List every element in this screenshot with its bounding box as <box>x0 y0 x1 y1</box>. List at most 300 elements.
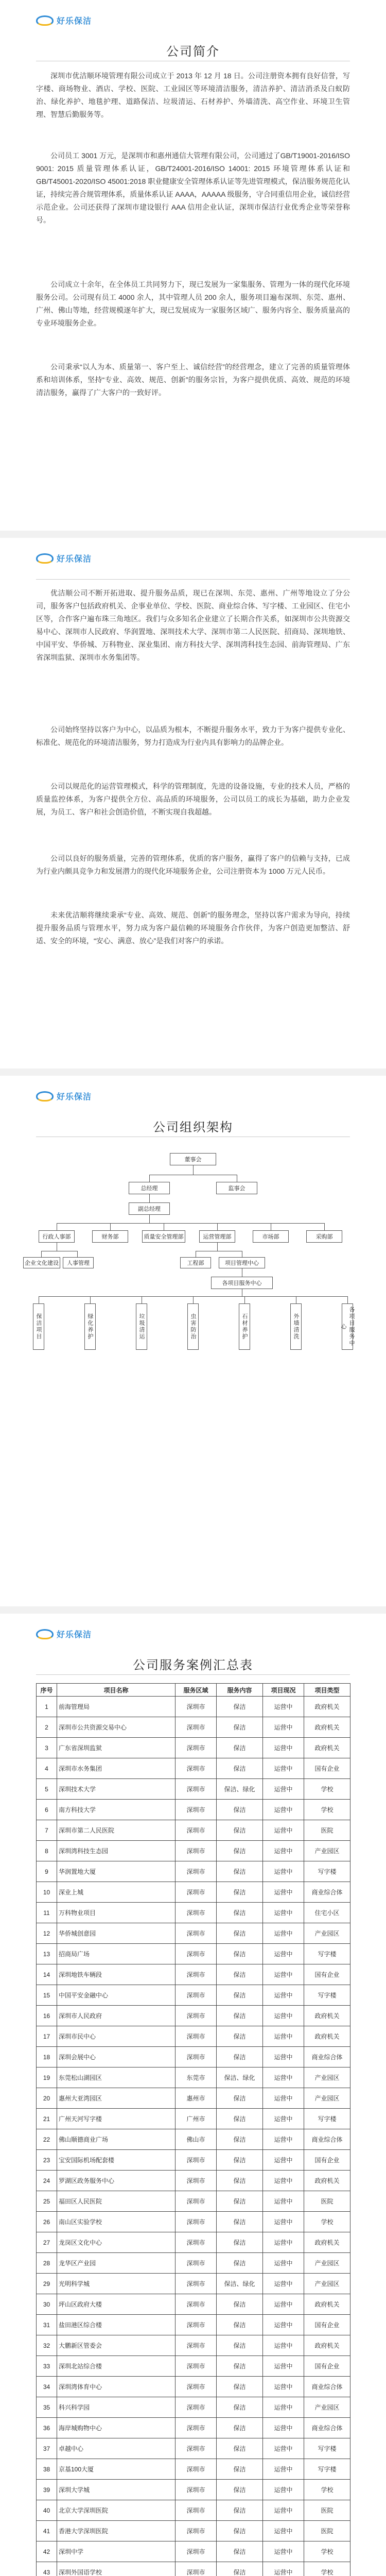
cell-status: 运营中 <box>263 2109 304 2129</box>
cell-status: 运营中 <box>263 2026 304 2047</box>
table-row <box>37 2212 350 2232</box>
cell-status: 运营中 <box>263 2315 304 2335</box>
cell-name: 南山区实验学校 <box>57 2212 176 2232</box>
intro2-paragraph-4: 公司以良好的服务质量，完善的管理体系，优质的客户服务，赢得了客户的信赖与支持，已成为行业内颇具竞争力和发展潜力的现代化环境服务企业，公司注册资本为 1000 万元人民币。 <box>36 854 350 875</box>
cell-name: 深圳湾科技生态园 <box>57 1841 176 1861</box>
cases-page <box>0 1614 386 2576</box>
cell-type: 国有企业 <box>304 2315 350 2335</box>
cell-status: 运营中 <box>263 2500 304 2521</box>
cell-status: 运营中 <box>263 1800 304 1820</box>
table-row <box>37 2418 350 2438</box>
cell-name: 深圳中学 <box>57 2541 176 2562</box>
intro-paragraph-2: 公司员工 3001 万元，是深圳市和惠州通信大管理有限公司，公司通过了GB/T19001-2016/ISO 9001: 2015 质量管理体系认证，GB/T24001-2016/ISO 14001: 2015 环境管理体系认证和 GB/T45001-2020/ISO 45001:2018 职业健康安全管理体系认证等先进管理模式，保洁服务规范化认证，持续完善合规管理体系，质量体系认证 AAAA，AAAAA 级服务，守合同重信用企业，诚信经营示范企业。公司还获得了深圳市建设银行 AAA 信用企业认证，深圳市保洁行业优秀企业等荣誉称号。 <box>36 151 350 224</box>
cell-name: 深圳湾体育中心 <box>57 2377 176 2397</box>
cell-status: 运营中 <box>263 2088 304 2109</box>
org-dept-operations: 运营管理部 <box>199 1230 235 1243</box>
cell-content: 保洁 <box>217 1944 263 1964</box>
org-project-stone: 石材养护 <box>239 1303 250 1350</box>
cell-name: 前海管理局 <box>57 1697 176 1717</box>
table-row <box>37 2088 350 2109</box>
cell-index: 22 <box>37 2129 57 2150</box>
cell-status: 运营中 <box>263 1861 304 1882</box>
org-project-service-center: 各项目服务中心 <box>211 1277 273 1289</box>
cell-name: 华侨城创意园 <box>57 1923 176 1944</box>
cell-type: 政府机关 <box>304 2294 350 2315</box>
cell-type: 写字楼 <box>304 2109 350 2129</box>
org-project-greening: 绿化养护 <box>84 1303 96 1350</box>
cell-content: 保洁 <box>217 2150 263 2171</box>
logo-icon <box>36 553 54 564</box>
cell-status: 运营中 <box>263 2521 304 2541</box>
cell-region: 深圳市 <box>176 1923 217 1944</box>
cell-index: 19 <box>37 2067 57 2088</box>
cell-type: 医院 <box>304 2500 350 2521</box>
cell-name: 宝安国际机场配套楼 <box>57 2150 176 2171</box>
cell-status: 运营中 <box>263 2067 304 2088</box>
cell-name: 海岸城购物中心 <box>57 2418 176 2438</box>
cell-index: 5 <box>37 1779 57 1800</box>
cell-index: 20 <box>37 2088 57 2109</box>
table-row <box>37 1800 350 1820</box>
cell-name: 深圳北站综合楼 <box>57 2356 176 2377</box>
cell-status: 运营中 <box>263 1985 304 2006</box>
cell-type: 国有企业 <box>304 2150 350 2171</box>
table-row <box>37 1964 350 1985</box>
table-row <box>37 1758 350 1779</box>
org-sub-culture: 企业文化建设 <box>23 1257 60 1268</box>
table-row <box>37 2459 350 2480</box>
cell-index: 3 <box>37 1738 57 1758</box>
cell-name: 佛山顺德商业广场 <box>57 2129 176 2150</box>
cell-region: 深圳市 <box>176 1717 217 1738</box>
cell-status: 运营中 <box>263 1882 304 1903</box>
cell-name: 大鹏新区管委会 <box>57 2335 176 2356</box>
cell-content: 保洁 <box>217 2191 263 2212</box>
cell-region: 深圳市 <box>176 2459 217 2480</box>
cell-type: 学校 <box>304 2562 350 2576</box>
cell-content: 保洁、绿化 <box>217 2274 263 2294</box>
org-node-deputy-gm: 副总经理 <box>129 1202 170 1215</box>
cell-status: 运营中 <box>263 2562 304 2576</box>
cell-name: 卓越中心 <box>57 2438 176 2459</box>
cell-index: 36 <box>37 2418 57 2438</box>
org-node-supervisory-board: 监事会 <box>216 1182 257 1194</box>
cell-status: 运营中 <box>263 1779 304 1800</box>
cell-name: 龙岗区文化中心 <box>57 2232 176 2253</box>
cell-type: 产业园区 <box>304 1841 350 1861</box>
cell-name: 罗湖区政务服务中心 <box>57 2171 176 2191</box>
cell-index: 40 <box>37 2500 57 2521</box>
table-row <box>37 2150 350 2171</box>
intro2-paragraph-1: 优洁顺公司不断开拓进取、提升服务品质，现已在深圳、东莞、惠州、广州等地设立了分公司，服务客户包括政府机关、企事业单位、学校、医院、商业综合体、写字楼、工业园区、住宅小区等，合作客户遍布珠三角地区。我们与众多知名企业建立了长期合作关系，如深圳市公共资源交易中心、深圳市人民政府、华润置地、深圳技术大学、深圳市第二人民医院、招商局、深圳地铁、中国平安、华侨城、万科物业、深业集团、南方科技大学、深圳湾科技生态园、前海管理局、广东省深圳监狱、深圳市水务集团等。 <box>36 589 350 662</box>
cell-region: 深圳市 <box>176 1738 217 1758</box>
cell-type: 商业综合体 <box>304 2377 350 2397</box>
cell-content: 保洁 <box>217 1882 263 1903</box>
org-project-service-center-2: 各项目服务中心 <box>342 1303 353 1350</box>
cell-index: 8 <box>37 1841 57 1861</box>
cell-region: 深圳市 <box>176 1882 217 1903</box>
table-row <box>37 1944 350 1964</box>
cell-content: 保洁 <box>217 2315 263 2335</box>
cell-index: 14 <box>37 1964 57 1985</box>
cell-type: 产业园区 <box>304 2253 350 2274</box>
logo-icon <box>36 1629 54 1639</box>
table-row <box>37 2356 350 2377</box>
cell-type: 政府机关 <box>304 1738 350 1758</box>
cell-name: 京基100大厦 <box>57 2459 176 2480</box>
org-page <box>0 1076 386 1606</box>
col-header-name: 项目名称 <box>57 1684 176 1697</box>
table-row <box>37 1861 350 1882</box>
cell-name: 南方科技大学 <box>57 1800 176 1820</box>
table-row <box>37 2541 350 2562</box>
cell-status: 运营中 <box>263 1964 304 1985</box>
org-node-general-manager: 总经理 <box>129 1182 170 1194</box>
cell-index: 18 <box>37 2047 57 2067</box>
cell-type: 医院 <box>304 2521 350 2541</box>
table-row <box>37 2067 350 2088</box>
cell-region: 深圳市 <box>176 2377 217 2397</box>
cell-content: 保洁 <box>217 2480 263 2500</box>
org-sub-project-center: 项目管理中心 <box>219 1257 265 1268</box>
table-row <box>37 2006 350 2026</box>
cell-region: 深圳市 <box>176 1779 217 1800</box>
cell-content: 保洁 <box>217 1697 263 1717</box>
cell-name: 北京大学深圳医院 <box>57 2500 176 2521</box>
cell-status: 运营中 <box>263 2191 304 2212</box>
cell-name: 龙华区产业园 <box>57 2253 176 2274</box>
cell-status: 运营中 <box>263 2438 304 2459</box>
cell-index: 29 <box>37 2274 57 2294</box>
org-project-pest: 虫害防治 <box>187 1303 199 1350</box>
table-row <box>37 2397 350 2418</box>
title-divider <box>36 1674 350 1675</box>
cell-region: 深圳市 <box>176 2006 217 2026</box>
cell-region: 深圳市 <box>176 2171 217 2191</box>
org-project-garbage: 垃圾清运 <box>136 1303 147 1350</box>
table-row <box>37 2274 350 2294</box>
brand-logo: 好乐保洁 <box>36 1628 92 1640</box>
cell-index: 26 <box>37 2212 57 2232</box>
intro2-paragraph-3: 公司以规范化的运营管理模式，科学的管理制度，先进的设备设施，专业的技术人员，严格的质量监控体系，为客户提供全方位、高品质的环境服务，公司以员工的成长为基础，助力企业发展，为员工、客户和社会创造价值，不断实现自我超越。 <box>36 782 350 816</box>
cases-table <box>36 1683 350 2576</box>
cell-type: 政府机关 <box>304 2232 350 2253</box>
org-dept-admin: 行政人事部 <box>39 1230 75 1243</box>
table-row <box>37 1779 350 1800</box>
cell-status: 运营中 <box>263 1841 304 1861</box>
table-row <box>37 1841 350 1861</box>
cell-type: 写字楼 <box>304 2438 350 2459</box>
cell-type: 学校 <box>304 2212 350 2232</box>
cell-region: 深圳市 <box>176 2541 217 2562</box>
cell-region: 佛山市 <box>176 2129 217 2150</box>
table-row <box>37 2480 350 2500</box>
cell-region: 深圳市 <box>176 2480 217 2500</box>
intro-page-2 <box>0 538 386 1069</box>
cell-type: 产业园区 <box>304 2067 350 2088</box>
cell-type: 商业综合体 <box>304 2129 350 2150</box>
cell-name: 深圳市民中心 <box>57 2026 176 2047</box>
cell-status: 运营中 <box>263 2232 304 2253</box>
cell-content: 保洁 <box>217 2006 263 2026</box>
cell-content: 保洁、绿化 <box>217 2067 263 2088</box>
table-row <box>37 2129 350 2150</box>
org-project-facade: 外墙清洗 <box>290 1303 302 1350</box>
cell-status: 运营中 <box>263 2397 304 2418</box>
header-divider <box>36 579 350 580</box>
cell-status: 运营中 <box>263 1820 304 1841</box>
col-header-type: 项目类型 <box>304 1684 350 1697</box>
intro2-paragraph-5: 未来优洁顺将继续秉承“专业、高效、规范、创新”的服务理念，坚持以客户需求为导向，持续提升服务品质与管理水平，努力成为客户最信赖的环境服务合作伙伴，为客户创造更加整洁、舒适、安全的环境，“安心、满意、放心”是我们对客户的承诺。 <box>36 911 350 945</box>
cell-status: 运营中 <box>263 2294 304 2315</box>
table-row <box>37 2315 350 2335</box>
cell-type: 商业综合体 <box>304 2418 350 2438</box>
cell-type: 商业综合体 <box>304 1882 350 1903</box>
intro-paragraph-1: 深圳市优洁顺环境管理有限公司成立于 2013 年 12 月 18 日。公司注册资本拥有良好信誉，写字楼、商场物业、酒店、学校、医院、工业园区等环境清洁服务，清洁养护、清洁消杀及白蚁防治、绿化养护、地毯护理、道路保洁、垃圾清运、石材养护、外墙清洗、高空作业、环境卫生管理、智慧后勤服务等。 <box>36 72 350 118</box>
org-dept-finance: 财务部 <box>92 1230 128 1243</box>
table-header-row <box>37 1684 350 1697</box>
cell-index: 7 <box>37 1820 57 1841</box>
cell-type: 学校 <box>304 1800 350 1820</box>
cell-index: 41 <box>37 2521 57 2541</box>
org-node-board: 董事会 <box>170 1153 216 1165</box>
table-row <box>37 2109 350 2129</box>
cell-region: 深圳市 <box>176 1758 217 1779</box>
cell-type: 政府机关 <box>304 2006 350 2026</box>
cell-region: 深圳市 <box>176 2356 217 2377</box>
cell-type: 产业园区 <box>304 2274 350 2294</box>
cell-name: 惠州大亚湾园区 <box>57 2088 176 2109</box>
intro2-paragraph-2: 公司始终坚持以客户为中心，以品质为根本，不断提升服务水平，致力于为客户提供专业化、标准化、规范化的环境清洁服务，努力打造成为行业内具有影响力的品牌企业。 <box>36 725 350 747</box>
cell-region: 广州市 <box>176 2109 217 2129</box>
cell-region: 深圳市 <box>176 2335 217 2356</box>
cell-type: 产业园区 <box>304 2088 350 2109</box>
logo-icon <box>36 1091 54 1101</box>
cases-table-body <box>37 1697 350 2576</box>
cell-content: 保洁 <box>217 1820 263 1841</box>
cell-name: 中国平安金融中心 <box>57 1985 176 2006</box>
cell-status: 运营中 <box>263 2129 304 2150</box>
cell-type: 政府机关 <box>304 2335 350 2356</box>
cell-name: 深圳市水务集团 <box>57 1758 176 1779</box>
cell-type: 医院 <box>304 1820 350 1841</box>
cell-name: 华润置地大厦 <box>57 1861 176 1882</box>
cell-name: 光明科学城 <box>57 2274 176 2294</box>
cell-index: 12 <box>37 1923 57 1944</box>
cell-region: 深圳市 <box>176 2212 217 2232</box>
cell-region: 深圳市 <box>176 1697 217 1717</box>
cell-content: 保洁 <box>217 1923 263 1944</box>
cell-region: 深圳市 <box>176 1964 217 1985</box>
org-title: 公司组织架构 <box>153 1121 233 1134</box>
org-sub-engineering: 工程部 <box>180 1257 211 1268</box>
cell-region: 深圳市 <box>176 2315 217 2335</box>
cell-name: 深圳技术大学 <box>57 1779 176 1800</box>
table-row <box>37 1923 350 1944</box>
cell-index: 38 <box>37 2459 57 2480</box>
intro-paragraph-4: 公司秉承“以人为本、质量第一、客户至上、诚信经营”的经营理念，建立了完善的质量管理体系和培训体系，坚持“专业、高效、规范、创新”的服务宗旨，为客户提供优质、高效、规范的环境清洁服务，赢得了广大客户的一致好评。 <box>36 363 350 397</box>
cell-name: 广东省深圳监狱 <box>57 1738 176 1758</box>
cell-name: 东莞松山湖园区 <box>57 2067 176 2088</box>
org-dept-marketing: 市场部 <box>253 1230 289 1243</box>
table-row <box>37 1903 350 1923</box>
cell-type: 产业园区 <box>304 2397 350 2418</box>
cell-type: 产业园区 <box>304 1923 350 1944</box>
cell-index: 43 <box>37 2562 57 2576</box>
cell-content: 保洁 <box>217 1985 263 2006</box>
cell-region: 深圳市 <box>176 1861 217 1882</box>
page-break <box>0 1069 386 1076</box>
page-break <box>0 1606 386 1614</box>
cases-title: 公司服务案例汇总表 <box>133 1658 253 1672</box>
cell-index: 32 <box>37 2335 57 2356</box>
brand-logo: 好乐保洁 <box>36 14 92 26</box>
cell-region: 深圳市 <box>176 2026 217 2047</box>
cell-index: 23 <box>37 2150 57 2171</box>
cell-status: 运营中 <box>263 1717 304 1738</box>
cell-content: 保洁 <box>217 2438 263 2459</box>
cell-region: 深圳市 <box>176 2047 217 2067</box>
cell-region: 深圳市 <box>176 2562 217 2576</box>
cell-content: 保洁 <box>217 2129 263 2150</box>
table-row <box>37 2335 350 2356</box>
table-row <box>37 1717 350 1738</box>
org-dept-quality: 质量安全管理部 <box>142 1230 185 1243</box>
cell-region: 深圳市 <box>176 2253 217 2274</box>
cell-content: 保洁 <box>217 2397 263 2418</box>
cell-name: 香港大学深圳医院 <box>57 2521 176 2541</box>
cell-type: 政府机关 <box>304 1717 350 1738</box>
cell-content: 保洁 <box>217 2253 263 2274</box>
table-row <box>37 2562 350 2576</box>
table-row <box>37 2500 350 2521</box>
table-row <box>37 2521 350 2541</box>
cell-name: 科兴科学园 <box>57 2397 176 2418</box>
cell-region: 深圳市 <box>176 2397 217 2418</box>
col-header-region: 服务区域 <box>176 1684 217 1697</box>
cell-index: 24 <box>37 2171 57 2191</box>
org-project-cleaning: 保洁项目 <box>33 1303 44 1350</box>
col-header-content: 服务内容 <box>217 1684 263 1697</box>
cell-status: 运营中 <box>263 2459 304 2480</box>
cell-region: 深圳市 <box>176 2150 217 2171</box>
cell-index: 37 <box>37 2438 57 2459</box>
col-header-status: 项目现况 <box>263 1684 304 1697</box>
cell-region: 深圳市 <box>176 1903 217 1923</box>
cell-region: 深圳市 <box>176 1985 217 2006</box>
cell-region: 深圳市 <box>176 2294 217 2315</box>
cell-name: 坪山区政府大楼 <box>57 2294 176 2315</box>
cell-region: 深圳市 <box>176 2274 217 2294</box>
cell-type: 医院 <box>304 2191 350 2212</box>
cell-region: 深圳市 <box>176 1944 217 1964</box>
cell-index: 27 <box>37 2232 57 2253</box>
brand-logo: 好乐保洁 <box>36 1090 92 1102</box>
cell-index: 10 <box>37 1882 57 1903</box>
cell-content: 保洁 <box>217 2500 263 2521</box>
cell-name: 招商局广场 <box>57 1944 176 1964</box>
logo-icon <box>36 15 54 26</box>
org-dept-purchasing: 采购部 <box>306 1230 342 1243</box>
intro-page <box>0 0 386 531</box>
cell-content: 保洁 <box>217 1861 263 1882</box>
cell-index: 11 <box>37 1903 57 1923</box>
cell-status: 运营中 <box>263 2274 304 2294</box>
cell-name: 深圳地铁车辆段 <box>57 1964 176 1985</box>
cell-type: 国有企业 <box>304 1964 350 1985</box>
cell-content: 保洁 <box>217 2294 263 2315</box>
cell-content: 保洁 <box>217 1758 263 1779</box>
cell-name: 深圳会展中心 <box>57 2047 176 2067</box>
cell-content: 保洁 <box>217 1964 263 1985</box>
cell-content: 保洁 <box>217 2109 263 2129</box>
cell-status: 运营中 <box>263 2335 304 2356</box>
cell-name: 深圳大学城 <box>57 2480 176 2500</box>
intro-title: 公司简介 <box>166 45 220 59</box>
cell-content: 保洁 <box>217 2562 263 2576</box>
cell-content: 保洁 <box>217 2212 263 2232</box>
cell-content: 保洁 <box>217 1738 263 1758</box>
cell-index: 1 <box>37 1697 57 1717</box>
table-row <box>37 2232 350 2253</box>
table-row <box>37 2253 350 2274</box>
cell-status: 运营中 <box>263 1944 304 1964</box>
cell-status: 运营中 <box>263 1758 304 1779</box>
cell-content: 保洁 <box>217 1903 263 1923</box>
cell-index: 28 <box>37 2253 57 2274</box>
cell-status: 运营中 <box>263 2541 304 2562</box>
cell-status: 运营中 <box>263 2356 304 2377</box>
cell-name: 广州天河写字楼 <box>57 2109 176 2129</box>
cell-index: 30 <box>37 2294 57 2315</box>
cell-name: 深圳市人民政府 <box>57 2006 176 2026</box>
cell-content: 保洁 <box>217 2418 263 2438</box>
cell-status: 运营中 <box>263 2377 304 2397</box>
cell-region: 深圳市 <box>176 2191 217 2212</box>
cell-region: 深圳市 <box>176 2418 217 2438</box>
cell-index: 35 <box>37 2397 57 2418</box>
table-row <box>37 1820 350 1841</box>
cell-index: 34 <box>37 2377 57 2397</box>
cell-region: 深圳市 <box>176 2232 217 2253</box>
cell-status: 运营中 <box>263 2480 304 2500</box>
cell-index: 4 <box>37 1758 57 1779</box>
cell-name: 万科物业项目 <box>57 1903 176 1923</box>
table-row <box>37 2026 350 2047</box>
table-row <box>37 1985 350 2006</box>
table-row <box>37 1738 350 1758</box>
cell-region: 深圳市 <box>176 1841 217 1861</box>
cell-type: 国有企业 <box>304 2356 350 2377</box>
page-break <box>0 531 386 538</box>
cell-content: 保洁 <box>217 2356 263 2377</box>
table-row <box>37 1697 350 1717</box>
cell-type: 政府机关 <box>304 2026 350 2047</box>
cell-index: 6 <box>37 1800 57 1820</box>
cell-type: 写字楼 <box>304 1985 350 2006</box>
cell-region: 深圳市 <box>176 1820 217 1841</box>
cell-type: 政府机关 <box>304 2171 350 2191</box>
cell-type: 学校 <box>304 2480 350 2500</box>
intro-paragraph-3: 公司成立十余年，在全体员工共同努力下，现已发展为一家集服务、管理为一体的现代化环境服务公司。公司现有员工 4000 余人，其中管理人员 200 余人，服务项目遍布深圳、东莞、惠州、广州、佛山等地，经营规模逐年扩大，现已发展成为一家服务区域广、服务内容全、服务质量高的专业环境服务企业。 <box>36 280 350 327</box>
cell-type: 政府机关 <box>304 1697 350 1717</box>
table-row <box>37 2047 350 2067</box>
cell-content: 保洁 <box>217 2335 263 2356</box>
cell-content: 保洁 <box>217 1841 263 1861</box>
org-sub-hr: 人事管理 <box>63 1257 94 1268</box>
cell-status: 运营中 <box>263 1923 304 1944</box>
cell-status: 运营中 <box>263 1903 304 1923</box>
